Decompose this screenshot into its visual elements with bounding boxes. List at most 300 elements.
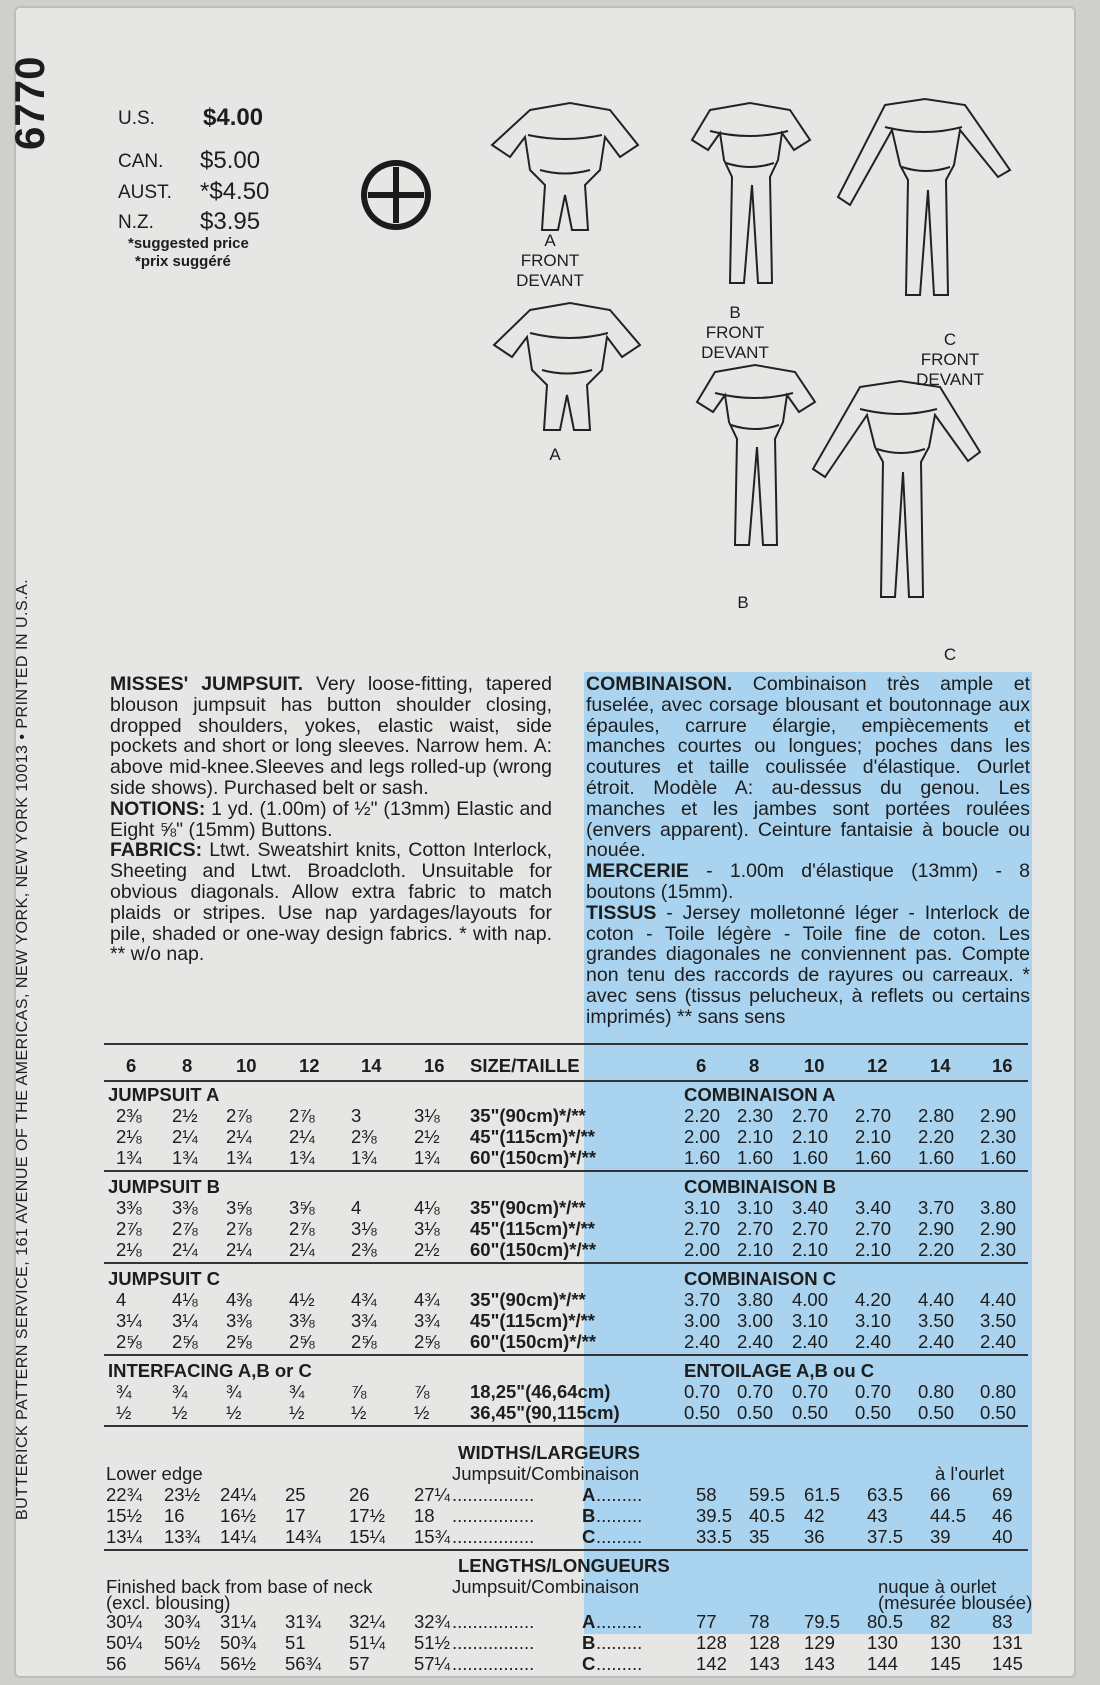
yardage-en: 3⅛ (414, 1218, 440, 1239)
description-text: 1 yd. (1.00m) of ½" (13mm) Elastic and Eight ⅝" (15mm) Buttons. (110, 797, 552, 841)
view-b-back-label: B (737, 593, 749, 612)
yardage-fr: 2.40 (684, 1331, 721, 1352)
yardage-fr: 2.40 (737, 1331, 774, 1352)
yardage-en: 2⅞ (172, 1218, 198, 1239)
measure-en: 56 (106, 1653, 127, 1674)
measure-en: 13¼ (106, 1526, 143, 1547)
yardage-fr: 1.60 (737, 1147, 774, 1168)
size-label-en: 12 (299, 1055, 320, 1076)
yardage-fr: 3.10 (855, 1310, 892, 1331)
yardage-fr: 1.60 (855, 1147, 892, 1168)
price-value: $4.00 (203, 104, 264, 131)
measure-en: 30¼ (106, 1611, 143, 1632)
leader-dots: ................ (452, 1611, 535, 1632)
yardage-fr: 3.10 (737, 1197, 774, 1218)
measure-en: 51¼ (349, 1632, 386, 1653)
description-text: Combinaison très ample et fuselée, avec corsage blousant et boutonnage aux épaules, carrure élargie, empiècements et manches courtes ou longues; poches dans les coutures et taille coulissée d'élastique. Ourlet étroit. Modèle A: au-dessus du genou. Les manches et les jambes sont portées roulées (envers apparent). Ceinture fantaisie à boucle ou nouée. (586, 673, 1030, 862)
yardage-fr: 2.00 (684, 1126, 721, 1147)
yardage-en: 4½ (289, 1289, 315, 1310)
description-heading: TISSUS (586, 901, 657, 924)
yardage-fr: 2.90 (980, 1218, 1017, 1239)
description-text: Very loose-fitting, tapered blouson jumpsuit has button shoulder closing, dropped shoulders, yokes, elastic waist, side pockets and short or long sleeves. Narrow hem. A: above mid-knee.Sleeves and legs rolled-up (wrong side shows). Purchased belt or sash. (110, 673, 553, 799)
measure-fr: 40 (992, 1526, 1013, 1547)
yardage-fr: 2.40 (855, 1331, 892, 1352)
yardage-fr: 3.80 (737, 1289, 774, 1310)
yardage-fr: 0.50 (792, 1402, 829, 1423)
view-letter: B (582, 1632, 596, 1653)
measure-label-fr: nuque à ourlet (878, 1576, 997, 1597)
measure-en: 15¾ (414, 1526, 451, 1547)
measure-en: 31¾ (285, 1611, 322, 1632)
measure-subtitle: Jumpsuit/Combinaison (452, 1463, 640, 1484)
measure-en: 18 (414, 1505, 435, 1526)
yardage-en: 4⅛ (172, 1289, 198, 1310)
measure-fr: 79.5 (804, 1611, 841, 1632)
table-divider (104, 1262, 1028, 1264)
yardage-fr: 0.50 (918, 1402, 955, 1423)
yardage-en: 1¾ (172, 1147, 198, 1168)
yardage-fr: 0.70 (737, 1381, 774, 1402)
size-label-en: 6 (126, 1055, 137, 1076)
section-title-fr: ENTOILAGE A,B ou C (684, 1360, 875, 1381)
view-a-front-label: A FRONT DEVANT (516, 231, 584, 290)
measure-en: 14¾ (285, 1526, 322, 1547)
yardage-fr: 4.20 (855, 1289, 892, 1310)
section-title-fr: COMBINAISON B (684, 1176, 837, 1197)
yardage-en: 3⅜ (172, 1197, 198, 1218)
yardage-en: 2½ (414, 1239, 440, 1260)
yardage-fr: 2.70 (792, 1105, 829, 1126)
yardage-en: ¾ (116, 1381, 132, 1402)
yardage-fr: 0.70 (792, 1381, 829, 1402)
measure-en: 57¼ (414, 1653, 451, 1674)
yardage-en: 2⅛ (116, 1126, 142, 1147)
yardage-en: 3¾ (351, 1310, 377, 1331)
measure-fr: 130 (930, 1632, 961, 1653)
price-value: $3.95 (200, 208, 261, 235)
yardage-en: 2⅞ (226, 1105, 252, 1126)
measure-fr: 77 (696, 1611, 717, 1632)
yardage-fr: 4.40 (980, 1289, 1017, 1310)
yardage-fr: 4.40 (918, 1289, 955, 1310)
publisher-imprint: BUTTERICK PATTERN SERVICE, 161 AVENUE OF THE AMERICAS, NEW YORK, NEW YORK 10013 • PRINTED IN U.S.A. (14, 578, 31, 1520)
yardage-fr: 3.50 (918, 1310, 955, 1331)
pattern-number: 6770 (6, 56, 53, 150)
description-heading: MERCERIE (586, 860, 689, 883)
yardage-fr: 2.20 (684, 1105, 721, 1126)
measure-fr: 43 (867, 1505, 888, 1526)
yardage-fr: 1.60 (684, 1147, 721, 1168)
yardage-en: 2⅜ (351, 1239, 377, 1260)
fabric-width: 36,45"(90,115cm) (470, 1402, 620, 1423)
measure-fr: 39.5 (696, 1505, 733, 1526)
measure-fr: 142 (696, 1653, 727, 1674)
yardage-en: ½ (172, 1402, 188, 1423)
measure-fr: 39 (930, 1526, 951, 1547)
yardage-fr: 2.90 (980, 1105, 1017, 1126)
measure-en: 51 (285, 1632, 306, 1653)
yardage-en: ⅞ (351, 1381, 367, 1402)
yardage-en: 1¾ (351, 1147, 377, 1168)
size-label-en: 10 (236, 1055, 257, 1076)
yardage-fr: 2.70 (792, 1218, 829, 1239)
view-letter: C (582, 1653, 596, 1674)
yardage-fr: 0.50 (855, 1402, 892, 1423)
yardage-en: ½ (351, 1402, 367, 1423)
price-label: U.S. (118, 108, 155, 129)
yardage-fr: 2.10 (792, 1126, 829, 1147)
leader-dots: ......... (596, 1505, 643, 1526)
size-label-en: 16 (424, 1055, 445, 1076)
table-divider (104, 1425, 1028, 1427)
section-title-en: INTERFACING A,B or C (108, 1360, 312, 1381)
price-value: *$4.50 (200, 178, 270, 205)
measure-subtitle: Jumpsuit/Combinaison (452, 1576, 640, 1597)
measure-en: 32¾ (414, 1611, 451, 1632)
measure-fr: 61.5 (804, 1484, 841, 1505)
yardage-fr: 2.20 (918, 1126, 955, 1147)
yardage-fr: 1.60 (980, 1147, 1017, 1168)
measure-label-fr: à l'ourlet (935, 1463, 1005, 1484)
measure-en: 17 (285, 1505, 306, 1526)
yardage-en: 2⅝ (289, 1331, 315, 1352)
yardage-fr: 0.70 (855, 1381, 892, 1402)
yardage-fr: 1.60 (792, 1147, 829, 1168)
measure-en: 15½ (106, 1505, 143, 1526)
yardage-fr: 3.70 (684, 1289, 721, 1310)
section-title-en: JUMPSUIT A (108, 1084, 220, 1105)
measure-fr: 130 (867, 1632, 898, 1653)
yardage-en: 2¼ (172, 1239, 198, 1260)
yardage-fr: 2.20 (918, 1239, 955, 1260)
measure-label-en-2: (excl. blousing) (106, 1592, 231, 1613)
yardage-en: 2¼ (172, 1126, 198, 1147)
yardage-en: 2⅝ (414, 1331, 440, 1352)
measure-en: 16 (164, 1505, 185, 1526)
yardage-fr: 0.70 (684, 1381, 721, 1402)
measure-fr: 44.5 (930, 1505, 967, 1526)
measure-en: 50¼ (106, 1632, 143, 1653)
view-letter: B (582, 1505, 596, 1526)
fabric-width: 35"(90cm)*/** (470, 1197, 586, 1218)
leader-dots: ................ (452, 1632, 535, 1653)
yardage-en: 3¾ (414, 1310, 440, 1331)
section-title-fr: COMBINAISON A (684, 1084, 836, 1105)
yardage-en: 3⅜ (116, 1197, 142, 1218)
table-divider (104, 1549, 1028, 1551)
measure-fr: 59.5 (749, 1484, 786, 1505)
yardage-fr: 2.30 (737, 1105, 774, 1126)
yardage-en: ¾ (289, 1381, 305, 1402)
measure-en: 56½ (220, 1653, 257, 1674)
leader-dots: ......... (596, 1653, 643, 1674)
measure-label-en: Finished back from base of neck (106, 1576, 373, 1597)
leader-dots: ......... (596, 1526, 643, 1547)
table-divider (104, 1354, 1028, 1356)
measure-en: 56¾ (285, 1653, 322, 1674)
yardage-en: 4⅛ (414, 1197, 440, 1218)
yardage-en: 4 (116, 1289, 127, 1310)
table-divider (104, 1170, 1028, 1172)
yardage-fr: 2.40 (792, 1331, 829, 1352)
measure-fr: 35 (749, 1526, 770, 1547)
yardage-en: 2¼ (289, 1239, 315, 1260)
measure-en: 31¼ (220, 1611, 257, 1632)
yardage-fr: 2.10 (737, 1126, 774, 1147)
yardage-en: 3¼ (116, 1310, 142, 1331)
measure-fr: 42 (804, 1505, 825, 1526)
yardage-fr: 2.30 (980, 1126, 1017, 1147)
measure-fr: 129 (804, 1632, 835, 1653)
table-divider (104, 1043, 1028, 1045)
leader-dots: ......... (596, 1484, 643, 1505)
measure-fr: 145 (930, 1653, 961, 1674)
measure-en: 23½ (164, 1484, 201, 1505)
measure-title: LENGTHS/LONGUEURS (458, 1555, 670, 1576)
yardage-en: 2⅝ (116, 1331, 142, 1352)
measure-en: 24¼ (220, 1484, 257, 1505)
measure-en: 17½ (349, 1505, 386, 1526)
measure-en: 51½ (414, 1632, 451, 1653)
yardage-fr: 3.50 (980, 1310, 1017, 1331)
yardage-en: ½ (289, 1402, 305, 1423)
yardage-en: 2⅞ (116, 1218, 142, 1239)
yardage-fr: 3.80 (980, 1197, 1017, 1218)
price-label: AUST. (118, 182, 172, 203)
table-divider (104, 1080, 1028, 1082)
price-note-fr: *prix suggéré (135, 253, 231, 270)
yardage-fr: 2.10 (737, 1239, 774, 1260)
view-a-back-label: A (549, 445, 561, 464)
yardage-en: 1¾ (289, 1147, 315, 1168)
yardage-en: ¾ (226, 1381, 242, 1402)
yardage-en: 4 (351, 1197, 362, 1218)
measure-en: 26 (349, 1484, 370, 1505)
yardage-en: 3⅝ (226, 1197, 252, 1218)
yardage-fr: 3.00 (737, 1310, 774, 1331)
measure-fr: 143 (804, 1653, 835, 1674)
yardage-fr: 2.80 (918, 1105, 955, 1126)
fabric-width: 45"(115cm)*/** (470, 1126, 595, 1147)
measure-en: 14¼ (220, 1526, 257, 1547)
yardage-en: 3⅜ (226, 1310, 252, 1331)
yardage-fr: 3.40 (855, 1197, 892, 1218)
measure-fr: 40.5 (749, 1505, 786, 1526)
yardage-fr: 3.10 (684, 1197, 721, 1218)
measure-en: 27¼ (414, 1484, 451, 1505)
yardage-fr: 2.40 (918, 1331, 955, 1352)
yardage-en: ¾ (172, 1381, 188, 1402)
yardage-en: ½ (116, 1402, 132, 1423)
measure-en: 16½ (220, 1505, 257, 1526)
measure-fr: 131 (992, 1632, 1023, 1653)
yardage-fr: 2.10 (855, 1239, 892, 1260)
yardage-en: 2⅜ (351, 1126, 377, 1147)
yardage-fr: 0.80 (980, 1381, 1017, 1402)
measure-en: 30¾ (164, 1611, 201, 1632)
yardage-en: 4⅜ (226, 1289, 252, 1310)
price-label: N.Z. (118, 212, 154, 233)
measure-fr: 80.5 (867, 1611, 904, 1632)
measure-fr: 144 (867, 1653, 898, 1674)
measure-en: 25 (285, 1484, 306, 1505)
yardage-en: 1¾ (226, 1147, 252, 1168)
leader-dots: ................ (452, 1526, 535, 1547)
fabric-width: 45"(115cm)*/** (470, 1310, 595, 1331)
description-text: Ltwt. Sweatshirt knits, Cotton Interlock, Sheeting and Ltwt. Broadcloth. Unsuitable for obvious diagonals. Allow extra fabric to match plaids or stripes. Use nap yardages/layouts for pile, shaded or one-way design fabrics. * with nap. ** w/o nap. (110, 839, 552, 966)
leader-dots: ................ (452, 1484, 535, 1505)
yardage-en: 2⅝ (226, 1331, 252, 1352)
measure-en: 56¼ (164, 1653, 201, 1674)
yardage-fr: 2.00 (684, 1239, 721, 1260)
size-label-fr: 8 (749, 1055, 760, 1076)
measure-fr: 145 (992, 1653, 1023, 1674)
yardage-en: 2⅛ (116, 1239, 142, 1260)
yardage-en: 3⅝ (289, 1197, 315, 1218)
yardage-fr: 0.50 (737, 1402, 774, 1423)
yardage-fr: 2.10 (792, 1239, 829, 1260)
yardage-en: 2⅜ (116, 1105, 142, 1126)
section-title-en: JUMPSUIT C (108, 1268, 221, 1289)
yardage-fr: 4.00 (792, 1289, 829, 1310)
yardage-en: ⅞ (414, 1381, 430, 1402)
measure-en: 22¾ (106, 1484, 143, 1505)
size-label-fr: 16 (992, 1055, 1013, 1076)
description-heading: MISSES' JUMPSUIT. (110, 673, 304, 695)
leader-dots: ......... (596, 1611, 643, 1632)
yardage-en: 1¾ (414, 1147, 440, 1168)
yardage-fr: 3.40 (792, 1197, 829, 1218)
yardage-en: 2⅝ (172, 1331, 198, 1352)
view-b-front-label: B FRONT DEVANT (701, 303, 769, 362)
yardage-fr: 2.70 (855, 1218, 892, 1239)
fabric-width: 35"(90cm)*/** (470, 1289, 586, 1310)
description-heading: NOTIONS: (110, 797, 206, 820)
fabric-width: 60"(150cm)*/** (470, 1147, 597, 1168)
view-letter: C (582, 1526, 596, 1547)
measure-en: 50½ (164, 1632, 201, 1653)
size-label-fr: 6 (696, 1055, 707, 1076)
size-label-en: 8 (182, 1055, 193, 1076)
description-text: - 1.00m d'élastique (13mm) - 8 boutons (15mm). (586, 860, 1030, 903)
measure-fr: 82 (930, 1611, 951, 1632)
measure-en: 15¼ (349, 1526, 386, 1547)
measure-en: 57 (349, 1653, 370, 1674)
size-label-fr: 10 (804, 1055, 825, 1076)
yardage-fr: 3.10 (792, 1310, 829, 1331)
yardage-en: 2⅞ (226, 1218, 252, 1239)
measure-fr: 69 (992, 1484, 1013, 1505)
leader-dots: ................ (452, 1505, 535, 1526)
description-text: - Jersey molletonné léger - Interlock de coton - Toile légère - Toile fine de coton. Les grandes diagonales ne conviennent pas. Compte non tenu des raccords de rayures ou carreaux. * avec sens (tissus pelucheux, à reflets ou certains imprimés) ** sans sens (586, 901, 1030, 1028)
leader-dots: ......... (596, 1632, 643, 1653)
section-title-en: JUMPSUIT B (108, 1176, 221, 1197)
measure-en: 32¼ (349, 1611, 386, 1632)
measure-label-fr-2: (mesurée blousée) (878, 1592, 1033, 1613)
description-heading: COMBINAISON. (586, 673, 733, 695)
yardage-fr: 3.70 (918, 1197, 955, 1218)
fabric-width: 60"(150cm)*/** (470, 1239, 597, 1260)
fabric-width: 35"(90cm)*/** (470, 1105, 586, 1126)
yardage-fr: 2.90 (918, 1218, 955, 1239)
yardage-en: 2¼ (289, 1126, 315, 1147)
measure-fr: 37.5 (867, 1526, 904, 1547)
price-label: CAN. (118, 151, 164, 172)
measure-fr: 83 (992, 1611, 1013, 1632)
yardage-en: 1¾ (116, 1147, 142, 1168)
yardage-en: 3¼ (172, 1310, 198, 1331)
yardage-en: 3⅜ (289, 1310, 315, 1331)
size-label-en: 14 (361, 1055, 382, 1076)
yardage-en: 2⅞ (289, 1218, 315, 1239)
yardage-fr: 1.60 (918, 1147, 955, 1168)
yardage-en: 2⅞ (289, 1105, 315, 1126)
size-header: SIZE/TAILLE (470, 1055, 580, 1076)
measure-fr: 143 (749, 1653, 780, 1674)
measure-en: 13¾ (164, 1526, 201, 1547)
yardage-en: 2¼ (226, 1239, 252, 1260)
yardage-en: 2¼ (226, 1126, 252, 1147)
measure-fr: 63.5 (867, 1484, 904, 1505)
view-c-back-label: C (943, 645, 957, 664)
section-title-fr: COMBINAISON C (684, 1268, 837, 1289)
yardage-en: 3 (351, 1105, 362, 1126)
yardage-fr: 2.70 (684, 1218, 721, 1239)
measure-title: WIDTHS/LARGEURS (458, 1442, 640, 1463)
yardage-en: 2½ (414, 1126, 440, 1147)
yardage-en: 4¾ (414, 1289, 440, 1310)
measure-fr: 58 (696, 1484, 717, 1505)
measure-fr: 128 (696, 1632, 727, 1653)
view-letter: A (582, 1611, 596, 1632)
yardage-fr: 0.50 (980, 1402, 1017, 1423)
measure-fr: 33.5 (696, 1526, 733, 1547)
view-c-front-label: C FRONT DEVANT (916, 330, 984, 389)
leader-dots: ................ (452, 1653, 535, 1674)
yardage-en: 3⅛ (351, 1218, 377, 1239)
measure-fr: 46 (992, 1505, 1013, 1526)
size-label-fr: 12 (867, 1055, 888, 1076)
yardage-fr: 2.70 (855, 1105, 892, 1126)
price-note-en: *suggested price (128, 235, 249, 252)
yardage-fr: 2.30 (980, 1239, 1017, 1260)
measure-fr: 66 (930, 1484, 951, 1505)
yardage-fr: 0.50 (684, 1402, 721, 1423)
measure-fr: 128 (749, 1632, 780, 1653)
measure-label-en: Lower edge (106, 1463, 203, 1484)
fabric-width: 45"(115cm)*/** (470, 1218, 595, 1239)
measure-fr: 78 (749, 1611, 770, 1632)
measure-en: 50¾ (220, 1632, 257, 1653)
price-value: $5.00 (200, 147, 261, 174)
yardage-en: 3⅛ (414, 1105, 440, 1126)
fabric-width: 18,25"(46,64cm) (470, 1381, 611, 1402)
yardage-en: 2½ (172, 1105, 198, 1126)
yardage-en: 4¾ (351, 1289, 377, 1310)
yardage-fr: 3.00 (684, 1310, 721, 1331)
measure-fr: 36 (804, 1526, 825, 1547)
description-heading: FABRICS: (110, 839, 203, 862)
view-letter: A (582, 1484, 596, 1505)
size-label-fr: 14 (930, 1055, 951, 1076)
yardage-en: ½ (226, 1402, 242, 1423)
yardage-fr: 2.10 (855, 1126, 892, 1147)
yardage-fr: 0.80 (918, 1381, 955, 1402)
fabric-width: 60"(150cm)*/** (470, 1331, 597, 1352)
yardage-fr: 2.40 (980, 1331, 1017, 1352)
yardage-fr: 2.70 (737, 1218, 774, 1239)
yardage-en: ½ (414, 1402, 430, 1423)
